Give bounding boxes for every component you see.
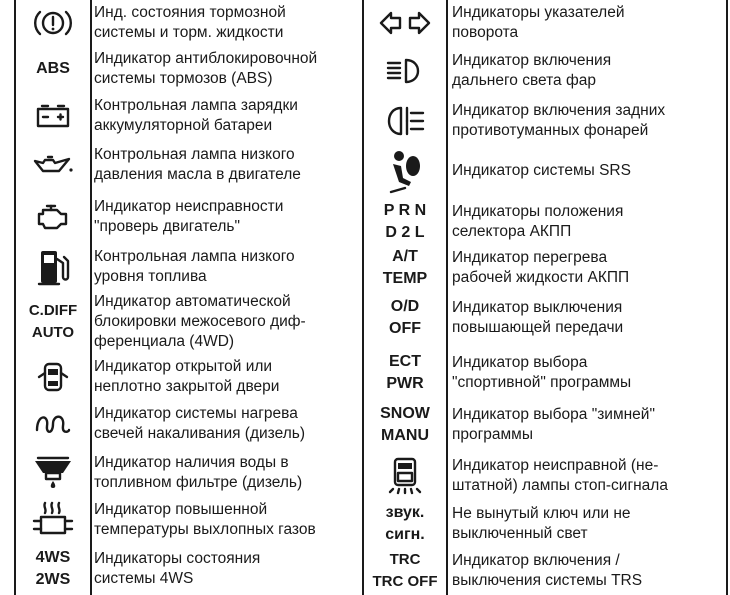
indicator-label-line: ECT	[388, 353, 421, 370]
indicator-label-line: TRC	[389, 550, 421, 568]
description-line: Индикаторы положения	[452, 202, 624, 220]
indicator-row	[16, 290, 362, 353]
oil-can-icon	[16, 140, 90, 190]
description-line: аккумуляторной батареи	[94, 117, 273, 134]
indicator-label-line: звук.	[385, 503, 425, 521]
description-line: "спортивной" программы	[452, 374, 632, 391]
indicator-row	[16, 92, 362, 140]
indicator-description	[94, 542, 360, 595]
indicator-label-line: PWR	[386, 375, 424, 392]
indicator-description	[94, 243, 360, 290]
indicator-row	[364, 96, 728, 145]
description-line: Индикаторы состояния	[94, 549, 261, 567]
description-line: Контрольная лампа низкого	[94, 247, 295, 265]
description-line: Индикатор включения /	[452, 551, 620, 569]
stop-lamp-icon	[364, 450, 446, 501]
description-line: поворота	[452, 24, 519, 41]
indicator-row	[364, 197, 728, 246]
indicator-description	[94, 46, 360, 92]
description-line: "проверь двигатель"	[94, 217, 241, 235]
description-line: Индикатор антиблокировочной	[94, 50, 318, 67]
indicator-label	[364, 197, 446, 246]
indicator-label	[16, 290, 90, 353]
indicator-row	[16, 46, 362, 92]
description-line: Индикатор наличия воды в	[94, 453, 289, 471]
indicator-description	[94, 190, 360, 243]
description-line: свечей накаливания (дизель)	[94, 425, 305, 442]
rear-fog-icon	[364, 96, 446, 145]
indicator-description	[452, 246, 726, 290]
description-line: температуры выхлопных газов	[94, 520, 316, 538]
description-line: Индикатор включения	[452, 52, 612, 69]
indicator-label-line: C.DIFF	[28, 301, 78, 319]
indicator-row	[16, 140, 362, 190]
exhaust-temp-icon	[16, 497, 90, 542]
description-line: Индикатор неисправности	[94, 197, 284, 215]
indicator-description	[94, 290, 360, 353]
indicator-label	[364, 246, 446, 290]
indicator-row	[364, 450, 728, 501]
indicator-row	[16, 190, 362, 243]
indicator-description	[452, 290, 726, 346]
description-line: выключения системы TRS	[452, 571, 643, 589]
indicator-label-line: сигн.	[385, 525, 425, 543]
indicator-description	[452, 197, 726, 246]
description-line: топливном фильтре (дизель)	[94, 473, 303, 491]
description-line: Индикаторы указателей	[452, 4, 625, 21]
indicator-description	[94, 400, 360, 448]
indicator-label-line: TEMP	[382, 270, 428, 287]
indicator-label	[364, 346, 446, 400]
indicator-row	[364, 346, 728, 400]
description-line: блокировки межосевого диф-	[94, 312, 306, 330]
indicator-row	[16, 353, 362, 400]
indicator-label-line: AUTO	[31, 323, 75, 341]
indicator-label-line: A/T	[392, 248, 418, 265]
indicator-row	[364, 290, 728, 346]
indicator-label-line: 2WS	[35, 570, 71, 588]
indicator-label-line: TRC OFF	[372, 572, 438, 590]
indicator-row	[16, 243, 362, 290]
description-line: уровня топлива	[94, 267, 207, 285]
indicator-row	[364, 246, 728, 290]
description-line: программы	[452, 426, 533, 443]
indicator-row	[364, 501, 728, 546]
indicator-row	[16, 448, 362, 497]
indicator-description	[94, 353, 360, 400]
indicator-row	[364, 546, 728, 595]
indicator-row	[16, 542, 362, 595]
water-in-fuel-icon	[16, 448, 90, 497]
right-column	[364, 0, 728, 595]
description-line: Инд. состояния тормозной	[94, 4, 286, 21]
indicator-row	[16, 497, 362, 542]
description-line: селектора АКПП	[452, 222, 572, 240]
indicator-description	[452, 0, 726, 46]
indicator-description	[452, 346, 726, 400]
description-line: Индикатор выключения	[452, 299, 623, 316]
indicator-description	[452, 400, 726, 450]
indicator-label	[364, 400, 446, 450]
indicator-label	[364, 501, 446, 546]
indicator-row	[364, 0, 728, 46]
description-line: системы и торм. жидкости	[94, 24, 284, 41]
indicator-row	[364, 46, 728, 96]
indicator-description	[452, 501, 726, 546]
battery-icon	[16, 92, 90, 140]
description-line: Контрольная лампа зарядки	[94, 97, 298, 114]
description-line: Индикатор системы SRS	[452, 162, 631, 179]
description-line: системы 4WS	[94, 569, 194, 587]
description-line: Индикатор открытой или	[94, 357, 273, 375]
glow-plug-icon	[16, 400, 90, 448]
indicator-label-line: P R N	[383, 201, 427, 219]
description-line: Индикатор системы нагрева	[94, 405, 298, 422]
indicator-label-line: MANU	[381, 427, 429, 444]
indicator-description	[452, 145, 726, 197]
indicator-label-line: ABS	[36, 60, 70, 77]
description-line: штатной) лампы стоп-сигнала	[452, 476, 668, 494]
indicator-label-line: SNOW	[380, 405, 430, 422]
description-line: противотуманных фонарей	[452, 121, 649, 139]
description-line: неплотно закрытой двери	[94, 377, 280, 395]
high-beam-icon	[364, 46, 446, 96]
description-line: ференциала (4WD)	[94, 332, 235, 350]
indicator-row	[364, 400, 728, 450]
description-line: Индикатор повышенной	[94, 500, 268, 518]
description-line: Индикатор неисправной (не-	[452, 456, 659, 474]
indicator-description	[452, 46, 726, 96]
check-engine-icon	[16, 190, 90, 243]
indicator-description	[452, 450, 726, 501]
description-line: Контрольная лампа низкого	[94, 146, 295, 163]
indicator-description	[94, 497, 360, 542]
description-line: Не вынутый ключ или не	[452, 504, 631, 522]
brake-system-icon	[16, 0, 90, 46]
indicator-row	[16, 0, 362, 46]
description-line: Индикатор автоматической	[94, 292, 291, 310]
indicator-description	[94, 0, 360, 46]
description-line: дальнего света фар	[452, 72, 596, 89]
description-line: Индикатор выбора "зимней"	[452, 406, 655, 423]
indicator-label	[16, 46, 90, 92]
indicator-label-line: O/D	[390, 298, 420, 315]
turn-signal-icon	[364, 0, 446, 46]
indicator-description	[94, 140, 360, 190]
description-line: выключенный свет	[452, 524, 588, 542]
srs-airbag-icon	[364, 145, 446, 197]
indicator-row	[364, 145, 728, 197]
indicator-description	[452, 546, 726, 595]
indicator-label-line: D 2 L	[385, 223, 425, 241]
indicator-description	[94, 448, 360, 497]
indicator-label-line: OFF	[389, 320, 421, 337]
description-line: давления масла в двигателе	[94, 166, 301, 183]
indicator-row	[16, 400, 362, 448]
indicator-description	[452, 96, 726, 145]
indicator-label	[16, 542, 90, 595]
description-line: Индикатор включения задних	[452, 101, 666, 119]
indicator-label-line: 4WS	[35, 548, 71, 566]
description-line: системы тормозов (ABS)	[94, 70, 273, 87]
indicator-table	[14, 0, 728, 595]
description-line: повышающей передачи	[452, 319, 624, 336]
description-line: Индикатор перегрева	[452, 249, 608, 266]
description-line: рабочей жидкости АКПП	[452, 269, 630, 286]
left-column	[16, 0, 362, 595]
fuel-pump-icon	[16, 243, 90, 290]
indicator-label	[364, 546, 446, 595]
indicator-label	[364, 290, 446, 346]
left-icon-divider	[90, 0, 92, 595]
door-open-icon	[16, 353, 90, 400]
description-line: Индикатор выбора	[452, 354, 588, 371]
indicator-description	[94, 92, 360, 140]
